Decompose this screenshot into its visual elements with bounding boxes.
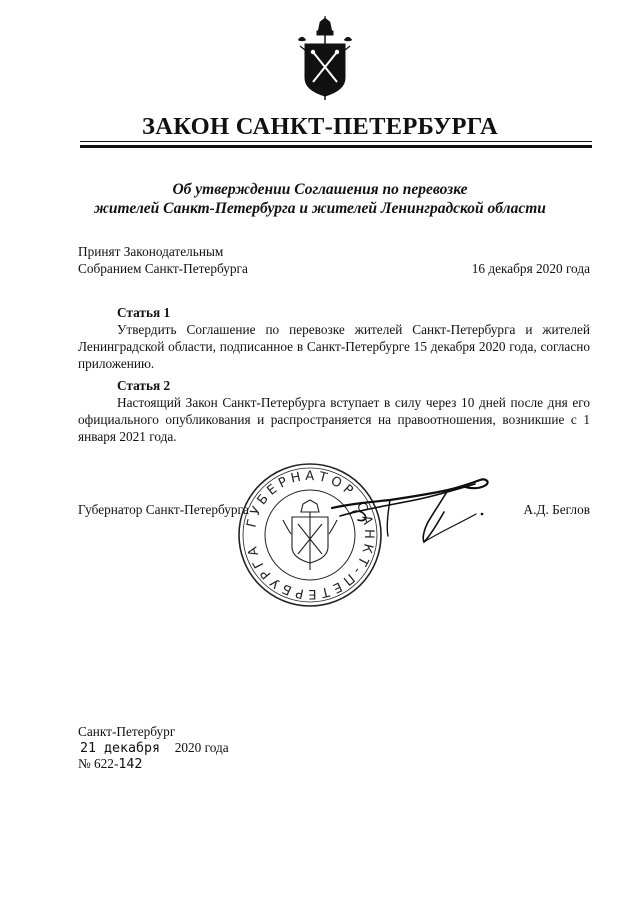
article-1-heading: Статья 1 — [117, 305, 171, 320]
registration-number — [78, 755, 142, 773]
svg-text:ГУБЕРНАТОР САНКТ-ПЕТЕРБУРГА: ГУБЕРНАТОР САНКТ-ПЕТЕРБУРГА — [244, 468, 377, 602]
governor-name: А.Д. Беглов — [523, 502, 590, 517]
coat-of-arms-icon — [296, 16, 354, 100]
article-1-text: Утвердить Соглашение по перевозке жителей Санкт-Петербурга и жителей Ленинградской области, подписанное в Санкт-Петербурге 15 декабря 2020 года, согласно приложению. — [78, 322, 590, 371]
law-subject — [0, 180, 640, 218]
adoption-line-2: Собранием Санкт-Петербурга — [78, 261, 248, 276]
document-title: ЗАКОН САНКТ-ПЕТЕРБУРГА — [141, 113, 499, 140]
registration-date-suffix: 2020 года — [174, 740, 229, 755]
handwritten-signature-icon — [330, 470, 505, 560]
registration-number-handwritten: 142 — [118, 757, 143, 772]
governor-title: Губернатор Санкт-Петербурга — [78, 502, 249, 517]
registration-number-prefix: № 622- — [78, 756, 119, 771]
article-2-heading: Статья 2 — [117, 378, 171, 393]
adoption-authority — [78, 243, 338, 277]
law-subject-line-2: жителей Санкт-Петербурга и жителей Ленинградской области — [94, 200, 546, 217]
adoption-line-1: Принят Законодательным — [78, 244, 224, 259]
adoption-date: 16 декабря 2020 года — [471, 261, 590, 276]
article-2-text: Настоящий Закон Санкт-Петербурга вступает в силу через 10 дней после дня его официального опубликования и распространяется на правоотношения, возникшие с 1 января 2021 года. — [78, 395, 590, 444]
registration-place: Санкт-Петербург — [78, 724, 176, 739]
law-subject-line-1: Об утверждении Соглашения по перевозке — [172, 181, 468, 198]
title-rule-thin — [80, 141, 592, 142]
title-rule-thick — [80, 145, 592, 148]
registration-date-handwritten: 21 декабря — [80, 741, 161, 756]
